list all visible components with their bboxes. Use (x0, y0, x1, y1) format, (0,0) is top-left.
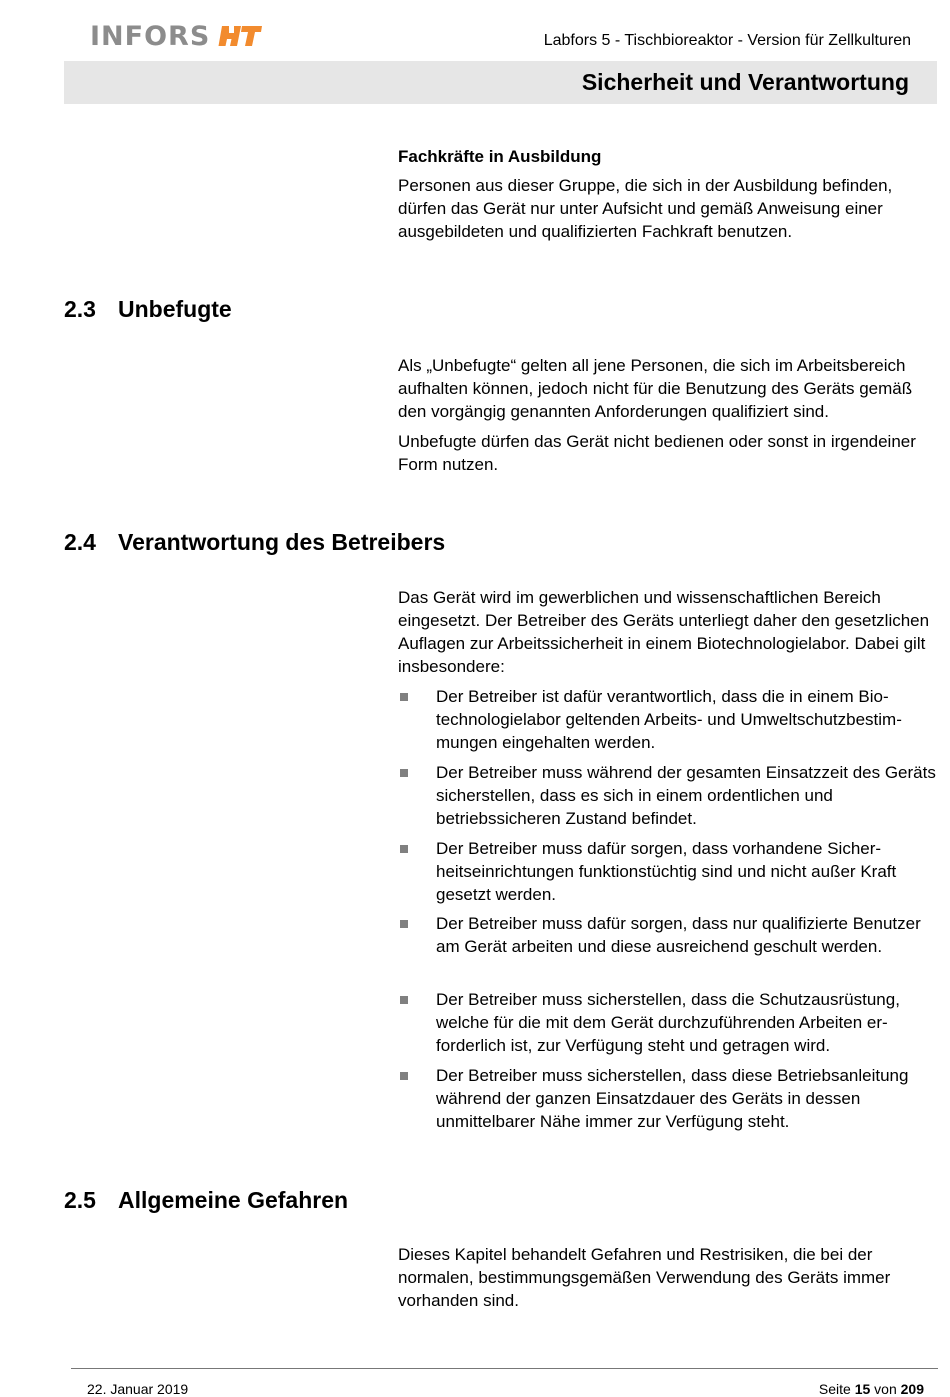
square-bullet-icon (400, 693, 408, 701)
section-title: Sicherheit und Verantwortung (581, 69, 909, 95)
paragraph: Dieses Kapitel behandelt Gefahren und Restrisiken, die bei der normalen, bestimmungsgemäßen Verwendung des Geräts immer vorhanden sind. (398, 1245, 891, 1310)
page-prefix: Seite (818, 1381, 851, 1397)
list-item-text: Der Betreiber ist dafür verantwortlich, dass die in einem Biotechnologielabor geltenden Arbeits- und Umweltschutzbestimmungen eingehalten werden. (436, 687, 902, 752)
list-item (398, 837, 938, 906)
document-title: Labfors 5 - Tischbioreaktor - Version für Zellkulturen (543, 32, 911, 49)
total-pages: 209 (900, 1381, 924, 1397)
square-bullet-icon (400, 845, 408, 853)
section-heading-2-5 (64, 1187, 348, 1214)
square-bullet-icon (400, 769, 408, 777)
list-item (398, 988, 938, 1057)
section-heading-2-3 (64, 296, 232, 323)
section-heading-text: Allgemeine Gefahren (118, 1187, 349, 1213)
square-bullet-icon (400, 996, 408, 1004)
section-heading-text: Verantwortung des Betreibers (118, 529, 446, 555)
section-number: 2.3 (64, 296, 96, 322)
footer-date: 22. Januar 2019 (87, 1381, 189, 1397)
section-number: 2.4 (64, 529, 96, 555)
paragraph: Als „Unbefugte“ gelten all jene Personen, die sich im Arbeitsbereich aufhalten können, jedoch nicht für die Benutzung des Geräts gemäß den vorgängig genannten Anforderungen qualifiziert sind. (398, 356, 913, 421)
square-bullet-icon (400, 1072, 408, 1080)
section-heading-2-4 (64, 529, 445, 556)
paragraph: Das Gerät wird im gewerblichen und wissenschaftlichen Bereich eingesetzt. Der Betreiber des Geräts unterliegt daher den gesetzlichen Auflagen zur Arbeitssicherheit in einem Biotechnologielabor. Dabei gilt insbesondere: (398, 588, 930, 676)
section-heading-text: Unbefugte (118, 296, 232, 322)
logo-text: INFORS (90, 20, 211, 52)
page-mid: von (874, 1381, 897, 1397)
square-bullet-icon (400, 920, 408, 928)
list-item-text: Der Betreiber muss dafür sorgen, dass vorhandene Sicherheitseinrichtungen funktionstüchtig sind und nicht außer Kraft gesetzt werden. (436, 839, 897, 904)
list-item (398, 912, 938, 958)
infors-ht-logo (90, 22, 264, 50)
list-item-text: Der Betreiber muss während der gesamten Einsatzzeit des Geräts sicherstellen, dass es sich in einem ordentlichen und betriebssicheren Zustand befindet. (436, 763, 936, 828)
list-item-text: Der Betreiber muss dafür sorgen, dass nur qualifizierte Benutzer am Gerät arbeiten und diese ausreichend geschult werden. (436, 914, 921, 956)
page-number (819, 1381, 924, 1397)
paragraph: Unbefugte dürfen das Gerät nicht bedienen oder sonst in irgendeiner Form nutzen. (398, 432, 916, 474)
list-item (398, 1064, 938, 1133)
section-number: 2.5 (64, 1187, 96, 1213)
ht-logo-icon (218, 24, 264, 48)
list-item-text: Der Betreiber muss sicherstellen, dass die Schutzausrüstung, welche für die mit dem Gerät durchzuführenden Arbeiten erforderlich ist, zur Verfügung steht und getragen wird. (436, 990, 900, 1055)
subsection-title: Fachkräfte in Ausbildung (398, 147, 602, 166)
list-item (398, 685, 938, 754)
section-header-bar (64, 61, 937, 104)
list-item (398, 761, 938, 830)
list-item-text: Der Betreiber muss sicherstellen, dass diese Betriebsanleitung während der ganzen Einsatzdauer des Geräts in dessen unmittelbarer Nähe immer zur Verfügung steht. (436, 1066, 909, 1131)
current-page: 15 (854, 1381, 871, 1397)
footer-divider (71, 1368, 938, 1369)
paragraph: Personen aus dieser Gruppe, die sich in der Ausbildung befinden, dürfen das Gerät nur unter Aufsicht und gemäß Anweisung einer ausgebildeten und qualifizierten Fachkraft benutzen. (398, 176, 893, 241)
